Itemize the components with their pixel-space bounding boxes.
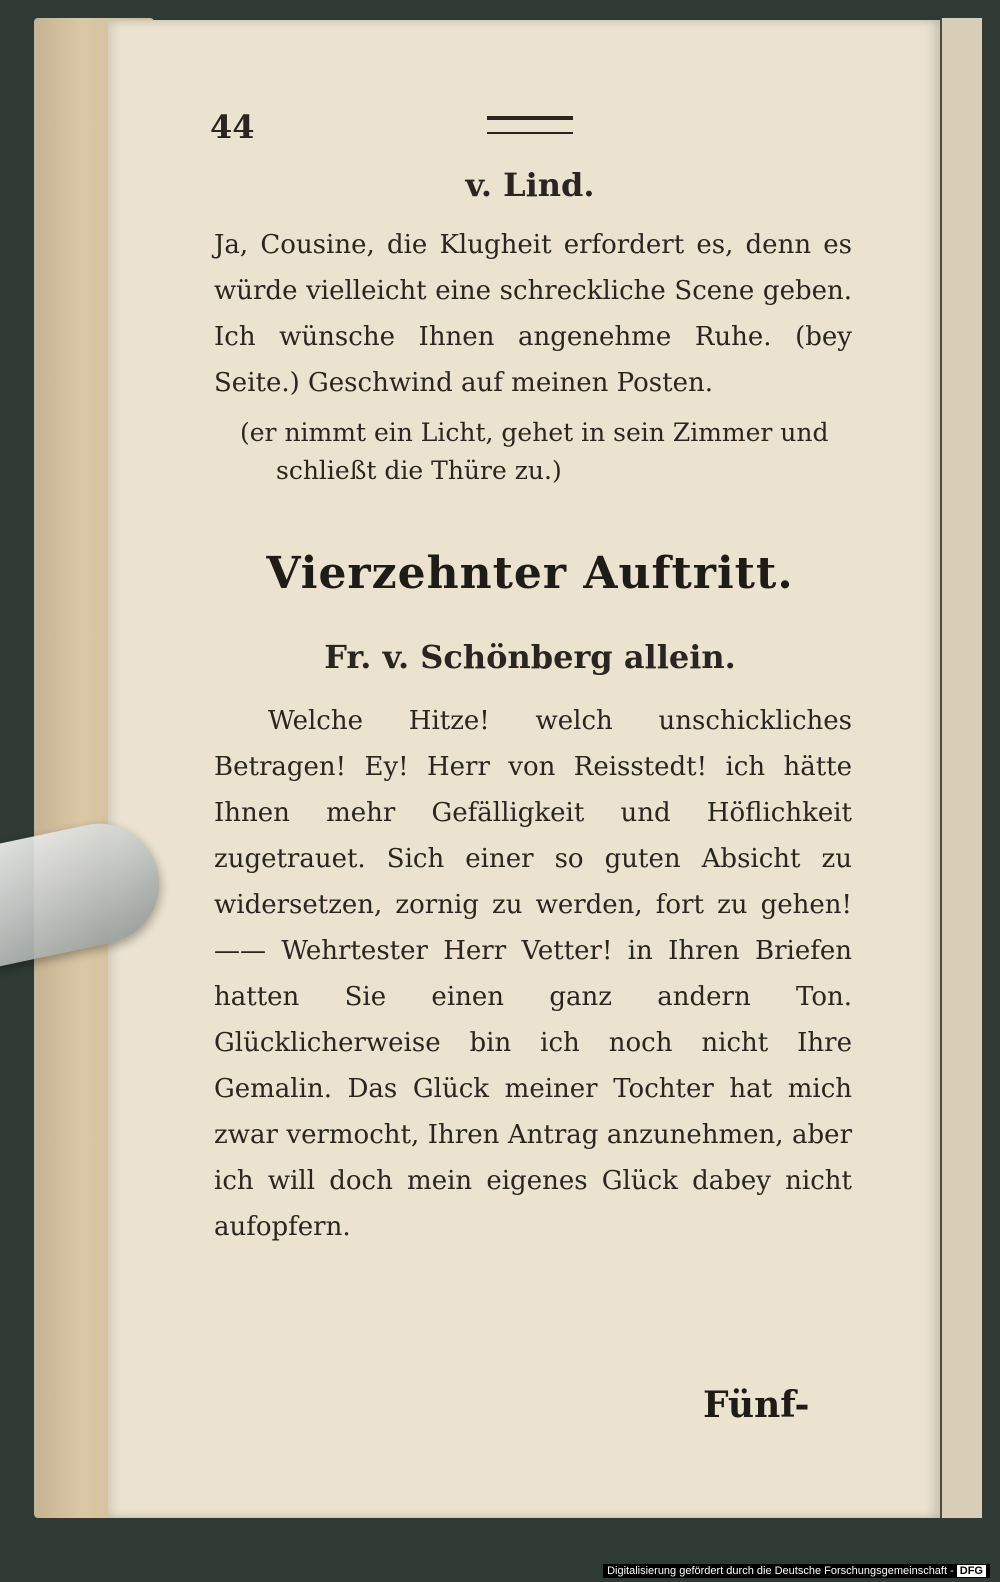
stage-direction: (er nimmt ein Licht, gehet in sein Zimmer und schließt die Thüre zu.) [240,418,829,485]
opposite-page-edge [940,18,982,1518]
scene-heading: Vierzehnter Auftritt. [266,548,794,599]
footer-credit [603,1564,990,1578]
dfg-logo: DFG [957,1565,986,1577]
speaker-name: v. Lind. [465,166,595,204]
catchword: Fünf- [703,1384,810,1426]
footer-text: Digitalisierung gefördert durch die Deutsche Forschungsgemeinschaft - [607,1565,954,1577]
monologue-paragraph: Welche Hitze! welch unschickliches Betragen! Ey! Herr von Reisstedt! ich hätte Ihnen mehr Gefälligkeit und Höflichkeit zugetrauet. Sich einer so guten Absicht zu widersetzen, zornig zu werden, fort zu gehen! —— Wehrtester Herr Vetter! in Ihren Briefen hatten Sie einen ganz andern Ton. Glücklicherweise bin ich noch nicht Ihre Gemalin. Das Glück meiner Tochter hat mich zwar vermocht, Ihren Antrag anzunehmen, aber ich will doch mein eigenes Glück dabey nicht aufopfern. [214,706,852,1242]
header-ornament [487,116,573,134]
scene-persons: Fr. v. Schönberg allein. [324,638,736,676]
speech-paragraph: Ja, Cousine, die Klugheit erfordert es, denn es würde vielleicht eine schreckliche Scene geben. Ich wünsche Ihnen angenehme Ruhe. (bey Seite.) Geschwind auf meinen Posten. [214,230,852,398]
page-number: 44 [210,108,255,146]
